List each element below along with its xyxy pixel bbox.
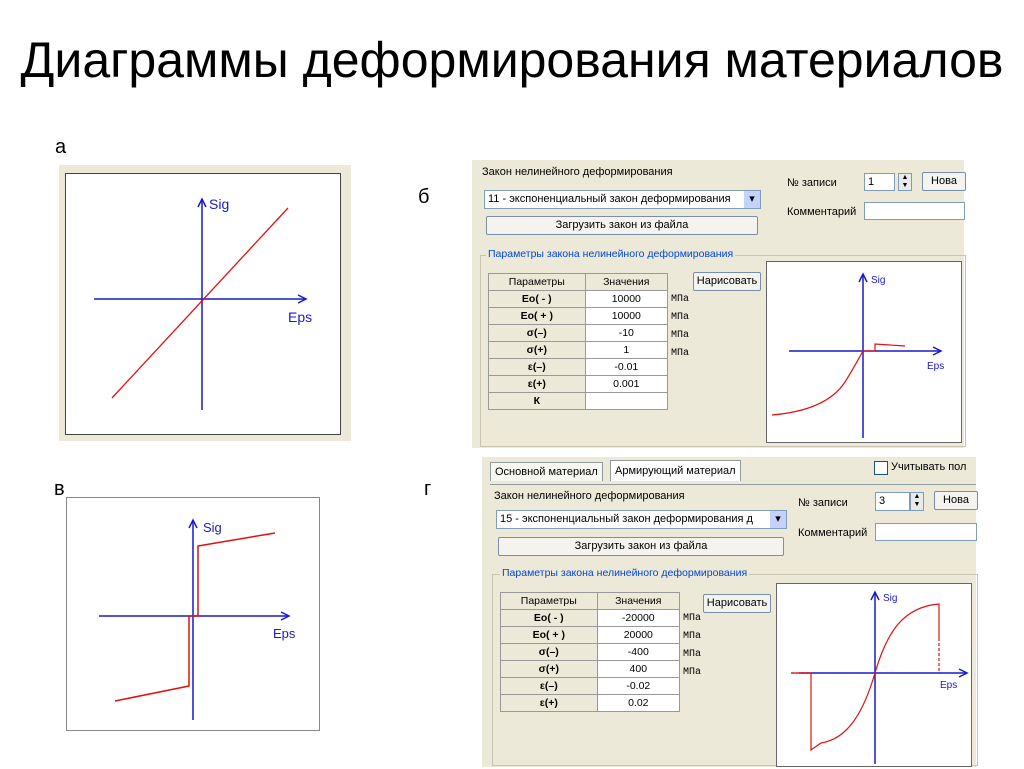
- record-label: № записи: [798, 497, 848, 509]
- x-axis-label: Eps: [927, 361, 945, 372]
- law-select[interactable]: [496, 510, 787, 529]
- param-name: σ(–): [501, 644, 598, 661]
- consider-checkbox-label: Учитывать пол: [891, 461, 967, 473]
- exp-curve: [791, 604, 939, 750]
- table-row: [489, 325, 668, 342]
- unit-label: МПа: [671, 294, 690, 305]
- x-axis-label: Eps: [288, 309, 313, 325]
- law-select[interactable]: [484, 190, 761, 209]
- col-params: Параметры: [489, 274, 586, 291]
- param-name: Eo( - ): [501, 610, 598, 627]
- col-params: Параметры: [501, 593, 598, 610]
- chart-g-plot: [776, 583, 972, 767]
- tab-divider: [490, 484, 976, 485]
- param-value[interactable]: -10: [585, 325, 667, 342]
- panel-b: [472, 160, 964, 448]
- param-value[interactable]: -0.01: [585, 359, 667, 376]
- param-name: Eo( + ): [489, 308, 586, 325]
- new-button[interactable]: Нова: [922, 172, 966, 191]
- unit-label: МПа: [683, 631, 702, 642]
- table-row: [501, 695, 680, 712]
- tab-main-material[interactable]: Основной материал: [490, 462, 603, 481]
- param-value[interactable]: 400: [597, 661, 679, 678]
- table-row: [489, 308, 668, 325]
- param-value[interactable]: -20000: [597, 610, 679, 627]
- law-caption: Закон нелинейного деформирования: [494, 490, 685, 502]
- param-value[interactable]: 0.001: [585, 376, 667, 393]
- tab-reinforcing-material[interactable]: Армирующий материал: [610, 460, 741, 481]
- unit-label: МПа: [683, 649, 702, 660]
- table-row: [489, 342, 668, 359]
- table-row: [501, 610, 680, 627]
- table-row: [501, 644, 680, 661]
- param-name: К: [489, 393, 586, 410]
- x-axis-label: Eps: [940, 680, 958, 691]
- bilinear-curve: [115, 533, 275, 701]
- param-name: Eo( - ): [489, 291, 586, 308]
- label-v: в: [54, 478, 65, 500]
- param-value[interactable]: 0.02: [597, 695, 679, 712]
- unit-label: МПа: [671, 348, 690, 359]
- chart-g-svg: [777, 584, 971, 766]
- law-select-value: 11 - экспоненциальный закон деформирования: [488, 193, 731, 205]
- col-values: Значения: [585, 274, 667, 291]
- label-b: б: [418, 186, 430, 208]
- unit-label: МПа: [683, 613, 702, 624]
- panel-g: [482, 457, 976, 767]
- table-row: [489, 376, 668, 393]
- y-axis-label: Sig: [883, 593, 898, 604]
- consider-checkbox[interactable]: [874, 461, 888, 475]
- chart-a-svg: [66, 174, 340, 434]
- load-law-button[interactable]: Загрузить закон из файла: [486, 216, 758, 235]
- col-values: Значения: [597, 593, 679, 610]
- chevron-down-icon[interactable]: ▾: [744, 191, 760, 208]
- params-table-g: [500, 592, 680, 712]
- param-name: Eo( + ): [501, 627, 598, 644]
- params-group-title: Параметры закона нелинейного деформирования: [502, 567, 748, 579]
- new-button[interactable]: Нова: [934, 491, 978, 510]
- param-value[interactable]: 10000: [585, 308, 667, 325]
- chevron-down-icon[interactable]: ▾: [770, 511, 786, 528]
- param-value[interactable]: 1: [585, 342, 667, 359]
- param-value[interactable]: [585, 393, 667, 410]
- comment-input[interactable]: [875, 523, 977, 541]
- unit-label: МПа: [671, 312, 690, 323]
- param-value[interactable]: 10000: [585, 291, 667, 308]
- param-name: ε(+): [501, 695, 598, 712]
- record-spinner[interactable]: ▲ ▼: [910, 492, 924, 511]
- params-table-b: [488, 273, 668, 410]
- chart-b-plot: [766, 261, 962, 443]
- param-value[interactable]: 20000: [597, 627, 679, 644]
- table-row: [501, 678, 680, 695]
- linear-curve: [112, 208, 288, 398]
- comment-label: Комментарий: [798, 527, 868, 539]
- chart-b-svg: [767, 262, 961, 442]
- table-row: [501, 627, 680, 644]
- chart-a-plot: [65, 173, 341, 435]
- draw-button[interactable]: Нарисовать: [693, 272, 761, 291]
- dashed-limit: [791, 638, 939, 674]
- param-name: ε(–): [489, 359, 586, 376]
- table-row: [489, 291, 668, 308]
- load-law-button[interactable]: Загрузить закон из файла: [498, 537, 784, 556]
- param-name: σ(+): [501, 661, 598, 678]
- table-row: [489, 359, 668, 376]
- param-name: σ(+): [489, 342, 586, 359]
- params-group-title: Параметры закона нелинейного деформирования: [488, 248, 734, 260]
- exp-curve: [772, 344, 905, 415]
- param-value[interactable]: -400: [597, 644, 679, 661]
- chart-a-frame: [59, 165, 351, 441]
- chart-v-frame: [66, 497, 320, 731]
- label-g: г: [424, 478, 432, 500]
- record-input[interactable]: 3: [875, 492, 910, 511]
- table-row: [501, 661, 680, 678]
- unit-label: МПа: [683, 667, 702, 678]
- law-select-value: 15 - экспоненциальный закон деформирования д: [500, 513, 753, 525]
- comment-input[interactable]: [864, 202, 965, 220]
- record-input[interactable]: 1: [864, 173, 895, 191]
- slide-title: Диаграммы деформирования материалов: [20, 32, 1004, 88]
- label-a: а: [55, 136, 67, 158]
- record-spinner[interactable]: ▲ ▼: [898, 173, 912, 191]
- param-name: σ(–): [489, 325, 586, 342]
- x-axis-label: Eps: [273, 626, 296, 641]
- param-name: ε(+): [489, 376, 586, 393]
- param-name: ε(–): [501, 678, 598, 695]
- table-row: [489, 393, 668, 410]
- record-label: № записи: [787, 177, 837, 189]
- unit-label: МПа: [671, 330, 690, 341]
- y-axis-label: Sig: [203, 520, 222, 535]
- law-caption: Закон нелинейного деформирования: [482, 166, 673, 178]
- comment-label: Комментарий: [787, 206, 857, 218]
- param-value[interactable]: -0.02: [597, 678, 679, 695]
- y-axis-label: Sig: [209, 196, 230, 212]
- draw-button[interactable]: Нарисовать: [703, 594, 771, 613]
- chart-v-svg: [67, 498, 319, 730]
- y-axis-label: Sig: [871, 275, 886, 286]
